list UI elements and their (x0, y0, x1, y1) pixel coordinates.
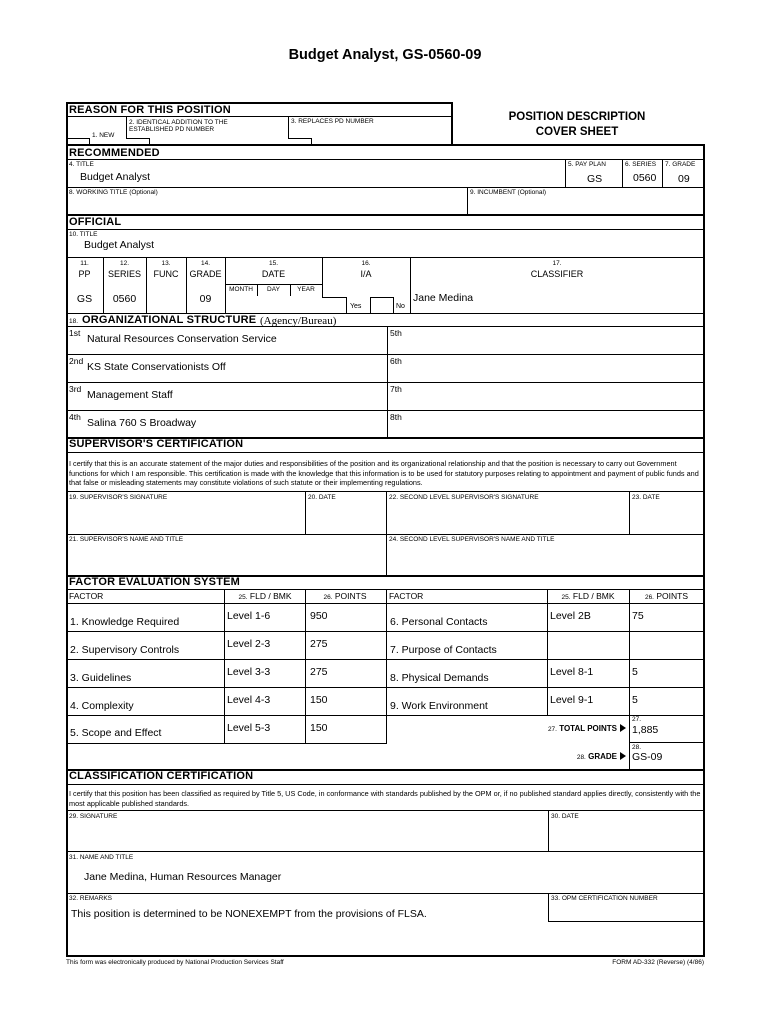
grade7-value: 09 (678, 173, 690, 185)
footer-right: FORM AD-332 (Reverse) (4/86) (612, 959, 704, 966)
arrow-right-icon (620, 752, 626, 760)
date-day: DAY (267, 286, 280, 293)
supervisor-date-label: 20. DATE (308, 494, 336, 501)
fes-factor-label-right: FACTOR (389, 591, 424, 601)
fes-factor: 9. Work Environment (390, 700, 488, 712)
fes-points: 275 (310, 666, 328, 678)
ia-no-label: No (396, 303, 405, 310)
reason-header: REASON FOR THIS POSITION (69, 104, 231, 116)
official-grade-value: 09 (199, 293, 212, 305)
fes-points: 5 (632, 666, 638, 678)
official-series-value: 0560 (112, 293, 137, 305)
fes-header: FACTOR EVALUATION SYSTEM (69, 576, 241, 588)
recommended-header: RECOMMENDED (69, 147, 160, 159)
fes-points: 5 (632, 694, 638, 706)
pts-label: POINTS (334, 591, 367, 601)
supervisor-header: SUPERVISOR'S CERTIFICATION (69, 438, 244, 450)
second-date-label: 23. DATE (632, 494, 660, 501)
fes-factor: 5. Scope and Effect (70, 727, 162, 739)
incumbent-label: 9. INCUMBENT (Optional) (470, 189, 547, 196)
org-level-7: 7th (390, 384, 402, 394)
fes-level: Level 2B (550, 610, 591, 622)
name31-label: 31. NAME AND TITLE (69, 854, 134, 861)
fes-level: Level 1-6 (227, 610, 271, 622)
fes-level: Level 5-3 (227, 722, 271, 734)
ia-yes-checkbox[interactable] (322, 297, 347, 313)
fes-factor: 6. Personal Contacts (390, 616, 488, 628)
remarks32-label: 32. REMARKS (69, 895, 112, 902)
fes-factor: 1. Knowledge Required (70, 616, 180, 628)
ia-no-checkbox[interactable] (370, 297, 394, 313)
working-title-label: 8. WORKING TITLE (Optional) (69, 189, 158, 196)
fes-points: 75 (632, 610, 644, 622)
series6-label: 6. SERIES (625, 161, 657, 168)
org-level-value: KS State Conservationists Off (87, 361, 226, 373)
official-pp-value: GS (76, 293, 93, 305)
fes-factor-label-left: FACTOR (69, 591, 104, 601)
fes-fld-label-left (225, 592, 305, 602)
grade-label-text: GRADE (588, 752, 617, 761)
fld-label: FLD / BMK (249, 591, 292, 601)
fld-num: 25. (238, 594, 248, 601)
fes-points: 950 (310, 610, 328, 622)
official-title-value: Budget Analyst (84, 239, 155, 251)
col15-label: DATE (261, 269, 286, 279)
classifier-name-value: Jane Medina, Human Resources Manager (84, 871, 282, 883)
fes-points: 150 (310, 722, 328, 734)
col15-num: 15. (268, 260, 279, 267)
title4-label: 4. TITLE (69, 161, 94, 168)
second-signature-label: 22. SECOND LEVEL SUPERVISOR'S SIGNATURE (389, 494, 539, 501)
new-checkbox[interactable] (68, 136, 88, 144)
pts-num: 26. (644, 594, 654, 601)
total-num-small: 27. (632, 716, 642, 723)
fes-level: Level 2-3 (227, 638, 271, 650)
org-level-label: 1st (69, 328, 81, 338)
classification-header: CLASSIFICATION CERTIFICATION (69, 770, 254, 782)
total-label: TOTAL POINTS (559, 724, 617, 733)
fes-points: 150 (310, 694, 328, 706)
grade-num-small: 28. (632, 744, 642, 751)
new-label: 1. NEW (92, 132, 115, 139)
col14-label: GRADE (189, 269, 222, 279)
col13-num: 13. (161, 260, 171, 267)
supervisor-signature-label: 19. SUPERVISOR'S SIGNATURE (69, 494, 168, 501)
fld-num: 25. (561, 594, 571, 601)
official-header: OFFICIAL (69, 216, 122, 228)
date-month: MONTH (229, 286, 253, 293)
opm33-label: 33. OPM CERTIFICATION NUMBER (551, 895, 658, 902)
arrow-right-icon (620, 724, 626, 732)
fes-factor: 4. Complexity (70, 700, 134, 712)
fes-factor: 3. Guidelines (70, 672, 132, 684)
total-points-value: 1,885 (632, 724, 659, 736)
org-header: ORGANIZATIONAL STRUCTURE (82, 314, 257, 326)
grade7-label: 7. GRADE (665, 161, 696, 168)
identical-checkbox[interactable] (127, 136, 149, 144)
org-header-sub: (Agency/Bureau) (260, 315, 337, 327)
date-year: YEAR (297, 286, 315, 293)
title10-label: 10. TITLE (69, 231, 98, 238)
payplan-value: GS (587, 173, 603, 185)
col16-num: 16. (361, 260, 371, 267)
fes-level: Level 9-1 (550, 694, 594, 706)
fes-fld-label-right (547, 592, 629, 602)
col11-num: 11. (80, 260, 89, 267)
pts-label: POINTS (656, 591, 689, 601)
col12-label: SERIES (107, 269, 141, 279)
grade-num: 28. (576, 754, 586, 761)
org-level-label: 3rd (69, 384, 82, 394)
fes-level: Level 3-3 (227, 666, 271, 678)
org-level-value: Management Staff (87, 389, 173, 401)
org-level-5: 5th (390, 328, 402, 338)
org-level-8: 8th (390, 412, 402, 422)
supervisor-name-label: 21. SUPERVISOR'S NAME AND TITLE (69, 536, 184, 543)
org-level-label: 2nd (69, 356, 84, 366)
col16-label: I/A (360, 269, 372, 279)
supervisor-statement: I certify that this is an accurate statement of the major duties and responsibilities of the position and its organizational relationship and that the position is necessary to carry out Government functions for which I am responsible. This certification is made with the knowledge that this information is to be used for statutory purposes relating to appointment and payment of public funds and that false or misleading statements may constitute violations of such statute or their implementing regulations. (69, 459, 699, 488)
payplan-label: 5. PAY PLAN (568, 161, 606, 168)
org-num: 18. (69, 318, 79, 325)
second-name-label: 24. SECOND LEVEL SUPERVISOR'S NAME AND TITLE (389, 536, 555, 543)
classification-statement: I certify that this position has been classified as required by Title 5, US Code, in conformance with standards published by the OPM or, if no published standard applies directly, consistently with the most applicable published standards. (69, 789, 701, 808)
org-level-value: Salina 760 S Broadway (87, 417, 197, 429)
ia-yes-label: Yes (350, 303, 362, 310)
grade-value: GS-09 (632, 751, 663, 763)
page-title: Budget Analyst, GS-0560-09 (288, 47, 482, 63)
fes-factor: 7. Purpose of Contacts (390, 644, 497, 656)
col13-label: FUNC (153, 269, 179, 279)
fes-level: Level 4-3 (227, 694, 271, 706)
col17-label: CLASSIFIER (530, 269, 584, 279)
total-points-label (500, 724, 626, 734)
pts-num: 26. (323, 594, 333, 601)
fes-points: 275 (310, 638, 328, 650)
series6-value: 0560 (633, 172, 657, 184)
cover-title-line1: POSITION DESCRIPTION (508, 111, 646, 123)
fes-factor: 8. Physical Demands (390, 672, 489, 684)
footer-left: This form was electronically produced by National Production Services Staff (66, 959, 284, 966)
org-level-label: 4th (69, 412, 81, 422)
identical-label: 2. IDENTICAL ADDITION TO THE ESTABLISHED PD NUMBER (129, 119, 228, 133)
org-level-6: 6th (390, 356, 402, 366)
grade-label (500, 752, 626, 762)
signature29-label: 29. SIGNATURE (69, 813, 118, 820)
second-signature-field[interactable] (387, 503, 628, 533)
col14-num: 14. (200, 260, 211, 267)
col12-num: 12. (119, 260, 130, 267)
replaces-checkbox[interactable] (289, 136, 311, 144)
org-level-value: Natural Resources Conservation Service (87, 333, 277, 345)
cover-title-line2: COVER SHEET (535, 126, 619, 138)
fes-level: Level 8-1 (550, 666, 594, 678)
col17-num: 17. (552, 260, 562, 267)
replaces-label: 3. REPLACES PD NUMBER (291, 118, 374, 125)
fes-factor: 2. Supervisory Controls (70, 644, 180, 656)
recommended-title-value: Budget Analyst (80, 171, 151, 183)
total-num: 27. (547, 726, 557, 733)
classifier-value: Jane Medina (413, 292, 474, 304)
fes-pts-label-left (305, 592, 385, 602)
classifier-signature-field[interactable] (67, 822, 547, 850)
date30-label: 30. DATE (551, 813, 579, 820)
fld-label: FLD / BMK (572, 591, 615, 601)
remarks-value: This position is determined to be NONEXEMPT from the provisions of FLSA. (71, 908, 427, 920)
col11-label: PP (78, 269, 91, 279)
fes-pts-label-right (629, 592, 704, 602)
supervisor-signature-field[interactable] (67, 503, 304, 533)
